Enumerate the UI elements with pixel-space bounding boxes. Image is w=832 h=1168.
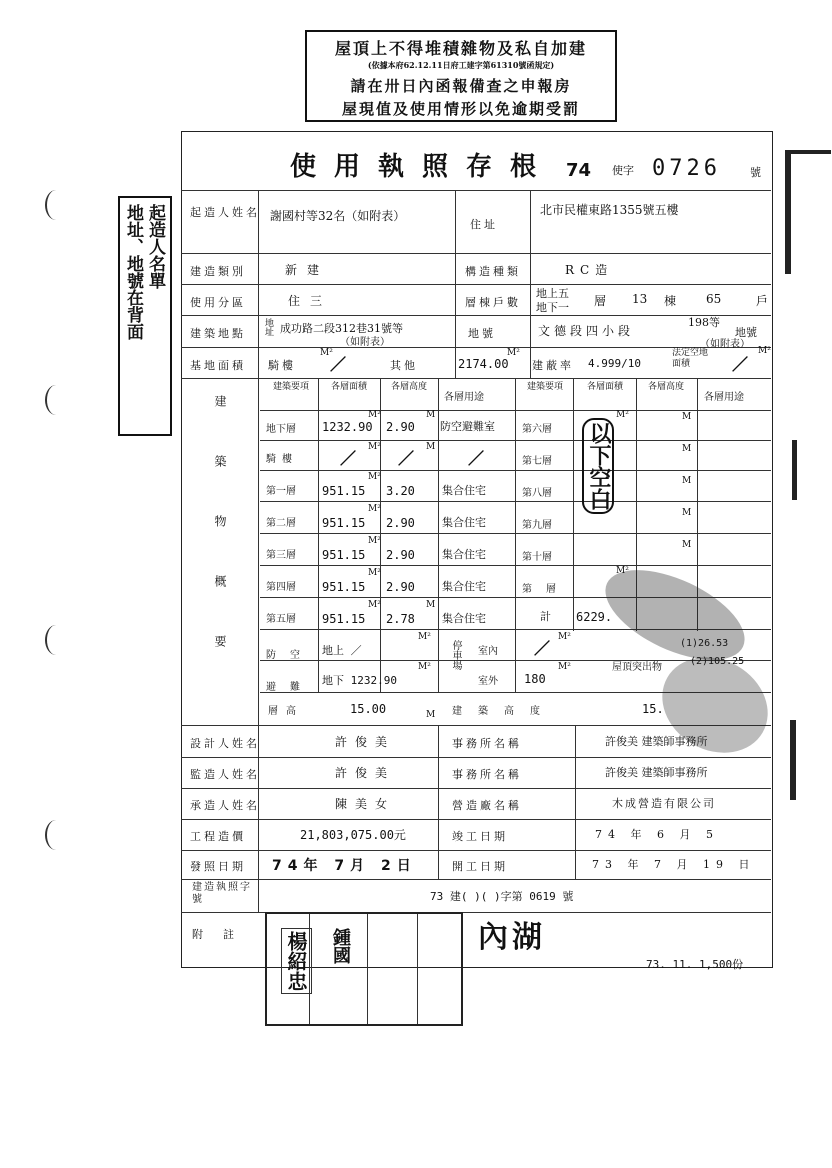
legal-value: ／: [732, 355, 749, 374]
bleed-through-mark: [790, 720, 826, 800]
lot-suffix: 地號: [735, 326, 757, 339]
official-seal: 楊紹忠: [281, 928, 312, 994]
unit-m: M: [682, 508, 692, 518]
floor-use: 集合住宅: [442, 612, 486, 625]
floor-area: 951.15: [322, 548, 366, 562]
shelter-label: 防空避難: [266, 650, 314, 693]
footer-code: 73. 11. 1,500份: [646, 958, 744, 971]
col-header: 各層面積: [330, 382, 367, 392]
designer-label: 設計人姓名: [190, 737, 260, 750]
unit-m2: M²: [418, 632, 431, 642]
bleed-through-mark: [785, 150, 831, 274]
contractor-label: 承造人姓名: [190, 799, 260, 812]
unit-m2: M²: [368, 504, 381, 514]
floor-name: 第五層: [266, 614, 296, 625]
ratio-label: 建蔽率: [532, 359, 574, 372]
unit-m: M: [426, 442, 436, 452]
unit-m2: M²: [758, 346, 771, 356]
building-height-value: 15.: [642, 702, 664, 716]
buildings-word: 棟: [664, 294, 677, 308]
floor-height: 2.90: [386, 516, 415, 530]
bleed-through-mark: [792, 440, 827, 500]
unit-m2: M²: [368, 568, 381, 578]
unit-m: M: [426, 710, 436, 720]
designer-value: 許俊美: [335, 735, 396, 749]
floors-word: 層: [594, 294, 607, 308]
unit-m2: M²: [368, 600, 381, 610]
unit-m: M: [682, 412, 692, 422]
site-value: 成功路二段312巷31號等: [280, 322, 403, 335]
address-value: 北市民權東路1355號五樓: [540, 203, 679, 217]
floor-area: 951.15: [322, 580, 366, 594]
roof-value-1: (1)26.53: [680, 638, 729, 649]
build-type-label: 建造類別: [190, 265, 246, 278]
floor-area: 951.15: [322, 516, 366, 530]
floor-area: 1232.90: [322, 420, 373, 434]
factory-value: 木成營造有限公司: [612, 797, 716, 810]
completion-label: 竣工日期: [452, 830, 508, 843]
stamp-line-1: 屋頂上不得堆積雜物及私自加建: [334, 39, 587, 58]
site-note: （如附表）: [340, 337, 390, 348]
structure-value: RC造: [565, 263, 614, 277]
floor-name: 第四層: [266, 582, 296, 593]
issue-value: 74年 7月 2日: [272, 858, 417, 874]
floor-name: 第一層: [266, 486, 296, 497]
unit-m2: M²: [558, 632, 571, 642]
unit-m: M: [682, 540, 692, 550]
unit-m: M: [426, 600, 436, 610]
designer-office-label: 事務所名稱: [452, 737, 522, 750]
lot-value: 文德段四小段: [538, 324, 635, 338]
permit-value: 73 建( )( )字第 0619 號: [430, 890, 574, 903]
floors-above: 地上五: [536, 287, 569, 300]
households-count: 65: [706, 292, 722, 306]
col-header: 各層面積: [586, 382, 623, 392]
parking-in-label: 室內: [478, 646, 498, 657]
col-header: 各層用途: [444, 392, 484, 403]
supervisor-label: 監造人姓名: [190, 768, 260, 781]
applicant-value: 謝國村等32名（如附表）: [270, 209, 406, 223]
stamp-line-2: (依據本府62.12.11日府工建字第61310號函規定): [367, 60, 555, 70]
col-header: 各層高度: [390, 382, 427, 392]
zone-label: 使用分區: [190, 296, 246, 309]
stamp-line-3: 請在卅日內函報備查之申報房: [350, 77, 572, 95]
unit-m2: M²: [507, 348, 520, 358]
floor-use: 集合住宅: [442, 484, 486, 497]
ratio-value: 4.999/10: [588, 357, 641, 370]
floor-name: 第八層: [522, 488, 552, 499]
supervisor-value: 許俊美: [335, 766, 396, 780]
floor-name: 地下層: [266, 424, 296, 435]
form-title: 使用執照存根: [290, 152, 555, 182]
site-label: 建築地點: [190, 327, 246, 340]
permit-number: 0726: [652, 156, 721, 181]
structure-label: 構造種類: [465, 265, 521, 278]
arcade-label: 騎樓: [268, 359, 296, 372]
officials-stamp: [265, 912, 463, 1026]
unit-m2: M²: [558, 662, 571, 672]
lot-note: （如附表）: [700, 339, 750, 350]
floor-height-label: 層高: [268, 706, 304, 717]
building-section-label: 建築物概要: [213, 395, 227, 695]
unit-m2: M²: [616, 410, 629, 420]
floor-name: 第七層: [522, 456, 552, 467]
unit-m2: M²: [368, 472, 381, 482]
floor-name: 第層: [522, 584, 570, 595]
floors-below: 地下一: [536, 301, 569, 314]
start-label: 開工日期: [452, 860, 508, 873]
households-word: 戶: [756, 294, 769, 308]
start-value: 73 年 7 月 19 日: [592, 858, 756, 871]
scan-mark: [45, 385, 67, 415]
issue-label: 發照日期: [190, 860, 246, 873]
official-seal: 鍾國: [330, 928, 351, 964]
area-label: 基地面積: [190, 359, 246, 372]
floor-height: 2.90: [386, 580, 415, 594]
floor-area: 951.15: [322, 484, 366, 498]
unit-m: M: [682, 444, 692, 454]
unit-m2: M²: [368, 410, 381, 420]
floor-height: 2.78: [386, 612, 415, 626]
parking-out-value: 180: [524, 672, 546, 686]
shelter-above: 地上 ／: [322, 644, 362, 657]
floor-use: ／: [468, 449, 485, 468]
supervisor-office-label: 事務所名稱: [452, 768, 522, 781]
col-header: 各層高度: [647, 382, 684, 392]
top-notice-stamp: [305, 30, 617, 122]
unit-m: M: [682, 476, 692, 486]
col-header: 建築要項: [272, 382, 309, 392]
floor-name: 第十層: [522, 552, 552, 563]
floor-area: ／: [340, 449, 357, 468]
other-value: 2174.00: [458, 357, 509, 371]
address-label: 住址: [470, 218, 498, 231]
shelter-below: 地下 1232.90: [322, 674, 397, 687]
floor-height: 2.90: [386, 548, 415, 562]
site-sub-label: 地址: [263, 318, 273, 336]
legal-label: 法定空地面積: [672, 348, 709, 369]
side-stamp: [118, 196, 172, 436]
scan-mark: [45, 190, 67, 220]
arcade-value: ／: [330, 355, 347, 374]
unit-m2: M²: [418, 662, 431, 672]
lot-label: 地號: [468, 327, 496, 340]
permit-word: 使字: [612, 164, 634, 177]
unit-m2: M²: [616, 566, 629, 576]
side-stamp-col-1: 起造人名單: [145, 204, 165, 289]
floor-use: 防空避難室: [440, 420, 495, 433]
floor-use: 集合住宅: [442, 516, 486, 529]
unit-m2: M²: [368, 536, 381, 546]
side-stamp-col-2: 地址、地號在背面: [123, 204, 143, 340]
form-title-row: [190, 140, 770, 190]
cost-value: 21,803,075.00元: [300, 828, 406, 842]
floor-name: 第二層: [266, 518, 296, 529]
roof-label: 屋頂突出物: [612, 662, 662, 673]
parking-in-value: ／: [534, 639, 551, 658]
parking-label: 停車場: [450, 640, 461, 670]
build-type-value: 新建: [285, 263, 330, 277]
stamp-line-4: 屋現值及使用情形以免逾期受罰: [341, 100, 580, 118]
permit-year: 74: [566, 160, 592, 181]
scan-mark: [45, 820, 67, 850]
floors-label: 層棟戶數: [465, 296, 521, 309]
roof-value-2: (2)105.25: [690, 656, 745, 667]
factory-label: 營造廠名稱: [452, 799, 522, 812]
col-header: 各層用途: [704, 392, 744, 403]
applicant-label: 起造人姓名: [190, 206, 260, 219]
unit-m: M: [426, 410, 436, 420]
other-label: 其他: [390, 359, 418, 372]
floor-name: 第六層: [522, 424, 552, 435]
zone-value: 住三: [288, 294, 333, 308]
contractor-value: 陳美女: [335, 797, 396, 811]
total-area: 6229.: [576, 610, 613, 624]
scan-mark: [45, 625, 67, 655]
floor-height: 2.90: [386, 420, 415, 434]
completion-value: 74 年 6 月 5: [595, 828, 719, 841]
unit-m2: M²: [320, 348, 333, 358]
permit-suffix: 號: [750, 166, 761, 179]
floor-height: 3.20: [386, 484, 415, 498]
lot-number: 198等: [688, 316, 720, 329]
floor-name: 騎樓: [266, 454, 298, 465]
col-header: 建築要項: [526, 382, 563, 392]
floor-area: 951.15: [322, 612, 366, 626]
designer-office-value: 許俊美 建築師事務所: [605, 735, 708, 748]
cost-label: 工程造價: [190, 830, 246, 843]
note-label: 附註: [192, 928, 254, 941]
floor-height: ／: [398, 449, 415, 468]
unit-m2: M²: [368, 442, 381, 452]
total-label: 計: [540, 610, 551, 623]
floor-height-value: 15.00: [350, 702, 387, 716]
permit-label: 建造執照字號: [192, 882, 252, 905]
handwritten-note: 內湖: [478, 920, 546, 955]
floor-name: 第三層: [266, 550, 296, 561]
supervisor-office-value: 許俊美 建築師事務所: [605, 766, 708, 779]
building-height-label: 建築高度: [452, 706, 556, 717]
buildings-count: 13: [632, 292, 648, 306]
floor-name: 第九層: [522, 520, 552, 531]
parking-out-label: 室外: [478, 676, 498, 687]
floor-use: 集合住宅: [442, 548, 486, 561]
floor-use: 集合住宅: [442, 580, 486, 593]
blank-note: 以下空白: [582, 418, 614, 514]
